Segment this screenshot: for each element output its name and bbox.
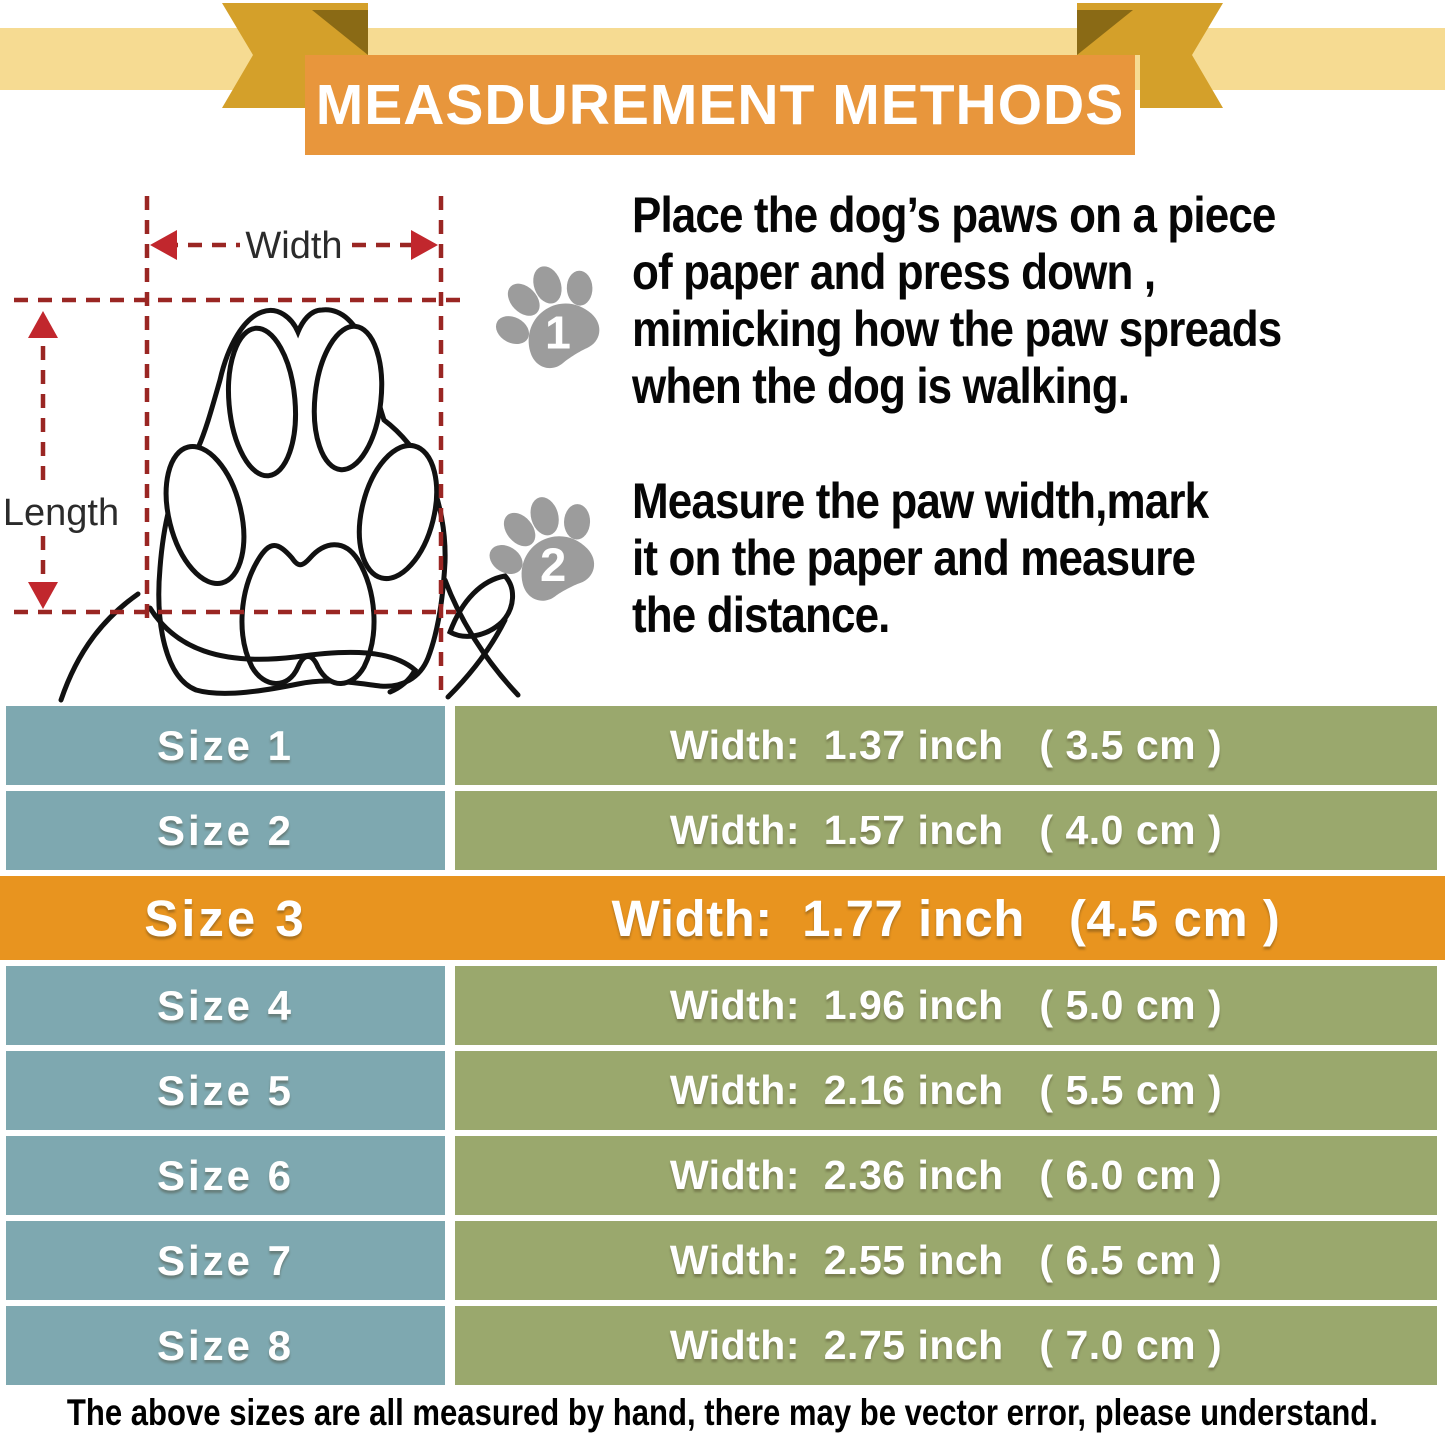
footer-note-text: The above sizes are all measured by hand, there may be vector error, please understand.	[66, 1392, 1379, 1433]
table-row	[0, 1136, 1445, 1215]
table-row	[0, 1051, 1445, 1130]
size-cell: Size 6	[6, 1136, 445, 1215]
instruction-line: Place the dog’s paws on a piece	[632, 187, 1276, 243]
instruction-step1	[632, 187, 1281, 415]
width-cell: Width: 2.55 inch ( 6.5 cm )	[455, 1221, 1437, 1300]
instruction-step2	[632, 473, 1208, 644]
length-label: Length	[2, 492, 120, 534]
instruction-line: Measure the paw width,mark	[632, 473, 1209, 529]
width-cell: Width: 1.57 inch ( 4.0 cm )	[455, 791, 1437, 870]
table-row	[0, 791, 1445, 870]
paw-outline	[153, 310, 449, 694]
step2-number: 2	[539, 538, 567, 592]
step1-paw-icon	[487, 253, 615, 381]
step2-paw-icon	[481, 484, 611, 614]
size-cell: Size 8	[6, 1306, 445, 1385]
size-cell: Size 3	[144, 889, 307, 947]
instruction-line: it on the paper and measure	[632, 530, 1196, 586]
table-row-highlighted	[0, 876, 1445, 960]
table-row	[0, 706, 1445, 785]
table-row	[0, 966, 1445, 1045]
size-cell: Size 4	[6, 966, 445, 1045]
instruction-line: when the dog is walking.	[632, 358, 1130, 414]
step1-number: 1	[545, 306, 571, 359]
footer-note	[0, 1393, 1445, 1433]
width-cell: Width: 1.96 inch ( 5.0 cm )	[455, 966, 1437, 1045]
instruction-line: of paper and press down ,	[632, 244, 1156, 300]
width-label: Width	[245, 225, 343, 267]
instruction-line: mimicking how the paw spreads	[632, 301, 1282, 357]
size-table	[0, 706, 1445, 1391]
page-title: MEASDUREMENT METHODS	[315, 73, 1125, 137]
size-cell: Size 5	[6, 1051, 445, 1130]
width-cell: Width: 1.37 inch ( 3.5 cm )	[455, 706, 1437, 785]
width-cell: Width: 2.36 inch ( 6.0 cm )	[455, 1136, 1437, 1215]
size-cell: Size 1	[6, 706, 445, 785]
width-cell: Width: 1.77 inch (4.5 cm )	[611, 889, 1281, 947]
width-cell: Width: 2.75 inch ( 7.0 cm )	[455, 1306, 1437, 1385]
size-cell: Size 2	[6, 791, 445, 870]
size-cell: Size 7	[6, 1221, 445, 1300]
width-cell: Width: 2.16 inch ( 5.5 cm )	[455, 1051, 1437, 1130]
table-row	[0, 1306, 1445, 1385]
instruction-line: the distance.	[632, 587, 890, 643]
table-row	[0, 1221, 1445, 1300]
